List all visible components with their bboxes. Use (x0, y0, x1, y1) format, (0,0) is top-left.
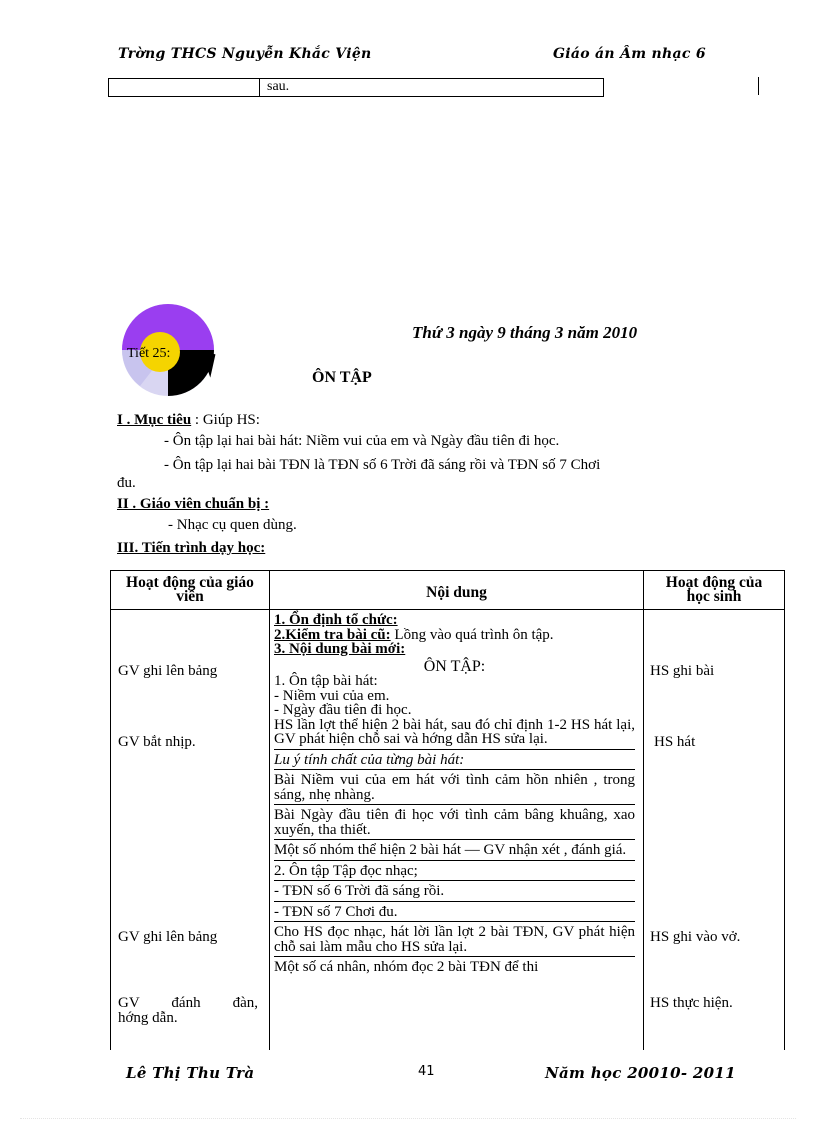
content-p6: Một số nhóm thể hiện 2 bài hát — GV nhận xét , đánh giá. (274, 842, 627, 858)
page-bottom-border (20, 1118, 796, 1119)
lesson-table (110, 570, 785, 1050)
header-content: Nội dung (426, 584, 487, 601)
content-p8: - TĐN số 6 Trời đã sáng rồi. (274, 883, 445, 899)
content-p10: Cho HS đọc nhạc, hát lời lần lợt 2 bài TĐN, GV phát hiện chỗ sai làm mẫu cho HS sửa lại. (274, 924, 635, 955)
lesson-badge-label: Tiết 25: (127, 346, 171, 361)
content-step-3: 3. Nội dung bài mới: (274, 641, 406, 657)
objectives-bullet-2: - Ôn tập lại hai bài TĐN là TĐN số 6 Trời đã sáng rồi và TĐN số 7 Chơi (164, 457, 601, 473)
prev-table-row (108, 78, 604, 97)
content-step-2-text: Lồng vào quá trình ôn tập. (390, 626, 554, 643)
objectives-intro: : Giúp HS: (191, 412, 260, 428)
lesson-title: ÔN TẬP (312, 369, 372, 386)
student-note-1: HS ghi bài (650, 663, 715, 679)
content-p2: HS lần lợt thể hiện 2 bài hát, sau đó chỉ định 1-2 HS hát lại, GV phát hiện chỗ sai và hớng dẫn HS sửa lại. (274, 716, 635, 747)
footer-year: Năm học 20010- 2011 (545, 1064, 736, 1082)
student-note-4: HS thực hiện. (650, 995, 733, 1011)
content-step-2 (274, 628, 635, 643)
header-student: Hoạt động của học sinh (665, 574, 763, 605)
table-body-row (111, 610, 785, 1051)
content-p11: Một số cá nhân, nhóm đọc 2 bài TĐN để thi (274, 959, 539, 974)
student-note-2: HS hát (654, 734, 696, 750)
teacher-note-3: GV ghi lên bảng (118, 929, 218, 945)
teacher-note-1: GV ghi lên bảng (118, 663, 218, 679)
prev-table-cell: sau. (267, 79, 290, 94)
header-content-cell (270, 571, 644, 610)
section-process-heading: III. Tiến trình dạy học: (117, 540, 266, 556)
content-column (270, 610, 644, 1051)
objectives-bullet-1: - Ôn tập lại hai bài hát: Niềm vui của em và Ngày đầu tiên đi học. (164, 433, 560, 449)
header-teacher: Hoạt động của giáo viên (126, 574, 254, 605)
objectives-bullet-2-cont: đu. (117, 475, 136, 491)
content-step-2-label: 2.Kiểm tra bài cũ: (274, 626, 391, 643)
content-p1a: - Niềm vui của em. (274, 687, 390, 704)
preparation-bullet: - Nhạc cụ quen dùng. (168, 517, 297, 533)
content-subtitle: ÔN TẬP: (423, 657, 486, 675)
prev-table-divider (259, 79, 260, 96)
content-body (270, 610, 643, 974)
teacher-note-4: GV đánh đàn, (118, 995, 258, 1011)
content-p3: Lu ý tính chất của từng bài hát: (274, 751, 465, 768)
section-objectives (117, 411, 757, 430)
table-header-row (111, 571, 785, 610)
content-p5: Bài Ngày đầu tiên đi học với tình cảm bâng khuâng, xao xuyến, tha thiết. (274, 807, 635, 838)
content-p9: - TĐN số 7 Chơi đu. (274, 903, 398, 920)
lesson-date: Thứ 3 ngày 9 tháng 3 năm 2010 (412, 323, 638, 342)
content-p4: Bài Niềm vui của em hát với tình cảm hồn nhiên , trong sáng, nhẹ nhàng. (274, 772, 635, 803)
student-note-3: HS ghi vào vở. (650, 929, 741, 945)
objectives-heading: I . Mục tiêu (117, 412, 192, 428)
teacher-column (111, 610, 270, 1051)
page-number: 41 (418, 1064, 435, 1079)
header-teacher-cell (111, 571, 270, 610)
teacher-note-5: hớng dẫn. (118, 1010, 178, 1026)
content-p1: 1. Ôn tập bài hát: (274, 673, 378, 689)
header-subject: Giáo án Âm nhạc 6 (553, 46, 706, 62)
content-p1b: - Ngày đầu tiên đi học. (274, 702, 412, 718)
content-p7: 2. Ôn tập Tập đọc nhạc; (274, 862, 418, 879)
section-preparation-heading: II . Giáo viên chuẩn bị : (117, 496, 270, 512)
student-column (644, 610, 785, 1051)
teacher-note-2: GV bắt nhịp. (118, 734, 196, 750)
margin-mark (758, 77, 759, 95)
header-school: Trờng THCS Nguyễn Khắc Viện (118, 46, 372, 62)
footer-author: Lê Thị Thu Trà (126, 1064, 255, 1082)
content-step-1: 1. Ổn định tổ chức: (274, 612, 398, 628)
header-student-cell (644, 571, 785, 610)
